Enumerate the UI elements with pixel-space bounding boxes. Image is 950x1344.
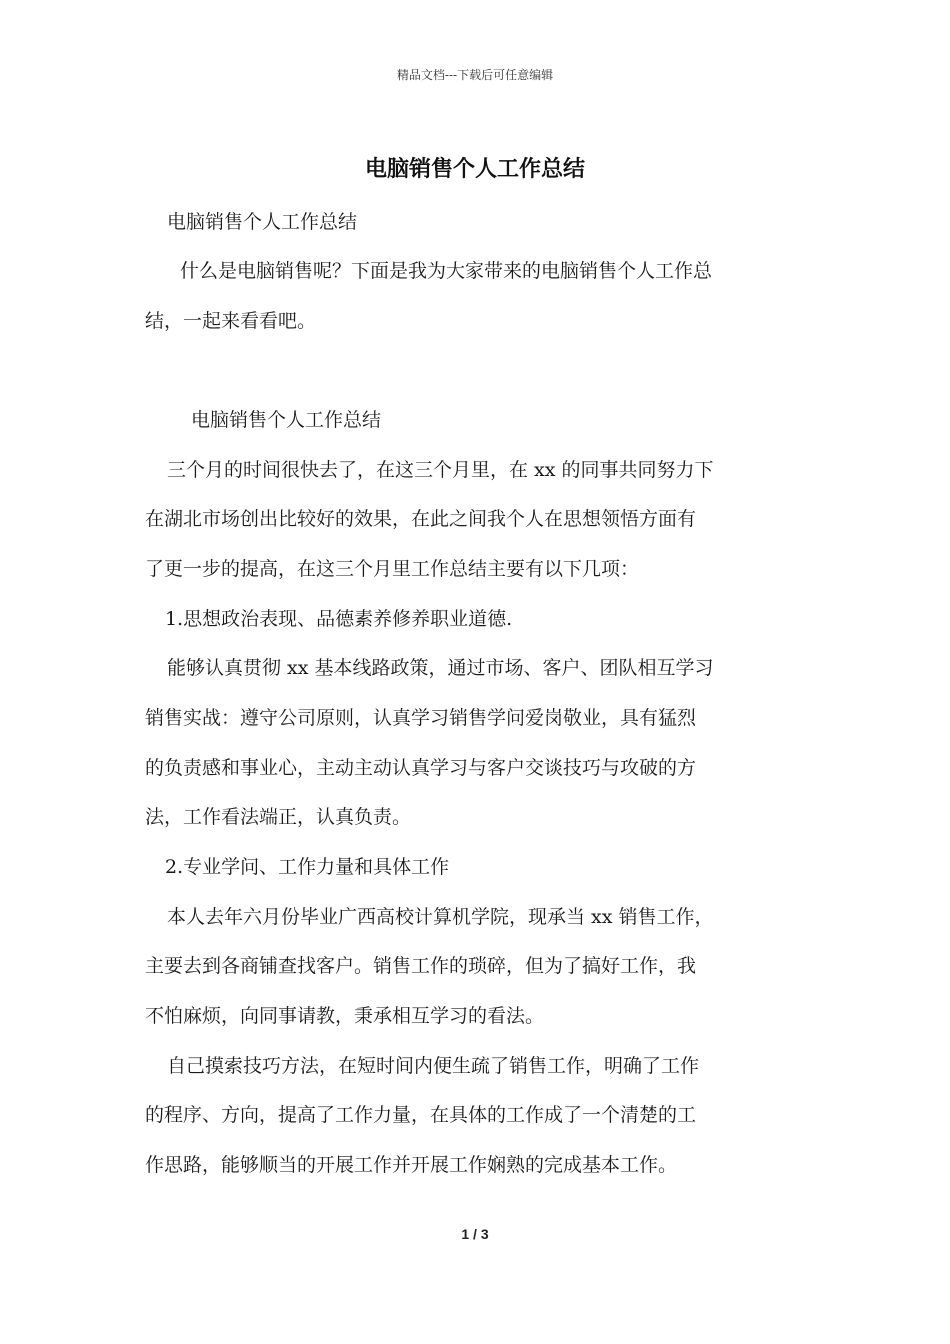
paragraph-2-line-1: 能够认真贯彻 xx 基本线路政策，通过市场、客户、团队相互学习	[167, 657, 714, 679]
paragraph-1-line-2: 在湖北市场创出比较好的效果，在此之间我个人在思想领悟方面有	[145, 508, 697, 530]
list-item-2: 2.专业学问、工作力量和具体工作	[165, 856, 450, 878]
paragraph-3-line-3: 不怕麻烦，向同事请教，秉承相互学习的看法。	[145, 1005, 545, 1027]
intro-line-1: 什么是电脑销售呢？下面是我为大家带来的电脑销售个人工作总	[180, 260, 713, 282]
paragraph-2-line-4: 法，工作看法端正，认真负责。	[145, 806, 412, 828]
document-title: 电脑销售个人工作总结	[364, 156, 585, 182]
page-number: 1 / 3	[461, 1226, 489, 1242]
paragraph-4-line-3: 作思路，能够顺当的开展工作并开展工作娴熟的完成基本工作。	[145, 1154, 678, 1176]
paragraph-1-line-1: 三个月的时间很快去了，在这三个月里，在 xx 的同事共同努力下	[167, 459, 714, 481]
paragraph-4-line-2: 的程序、方向，提高了工作力量，在具体的工作成了一个清楚的工	[145, 1104, 697, 1126]
paragraph-1-line-3: 了更一步的提高，在这三个月里工作总结主要有以下几项：	[145, 558, 640, 580]
paragraph-2-line-2: 销售实战：遵守公司原则，认真学习销售学问爱岗敬业，具有猛烈	[145, 707, 697, 729]
section-heading: 电脑销售个人工作总结	[191, 409, 382, 431]
paragraph-2-line-3: 的负责感和事业心，主动主动认真学习与客户交谈技巧与攻破的方	[145, 757, 697, 779]
header-note: 精品文档---下载后可任意编辑	[396, 68, 554, 82]
list-item-1: 1.思想政治表现、品德素养修养职业道德.	[165, 608, 513, 630]
paragraph-3-line-2: 主要去到各商铺查找客户。销售工作的琐碎，但为了搞好工作，我	[145, 955, 697, 977]
subtitle-line: 电脑销售个人工作总结	[167, 211, 358, 233]
intro-line-2: 结，一起来看看吧。	[145, 310, 317, 332]
paragraph-4-line-1: 自己摸索技巧方法，在短时间内便生疏了销售工作，明确了工作	[167, 1055, 700, 1077]
paragraph-3-line-1: 本人去年六月份毕业广西高校计算机学院，现承当 xx 销售工作，	[167, 906, 714, 928]
